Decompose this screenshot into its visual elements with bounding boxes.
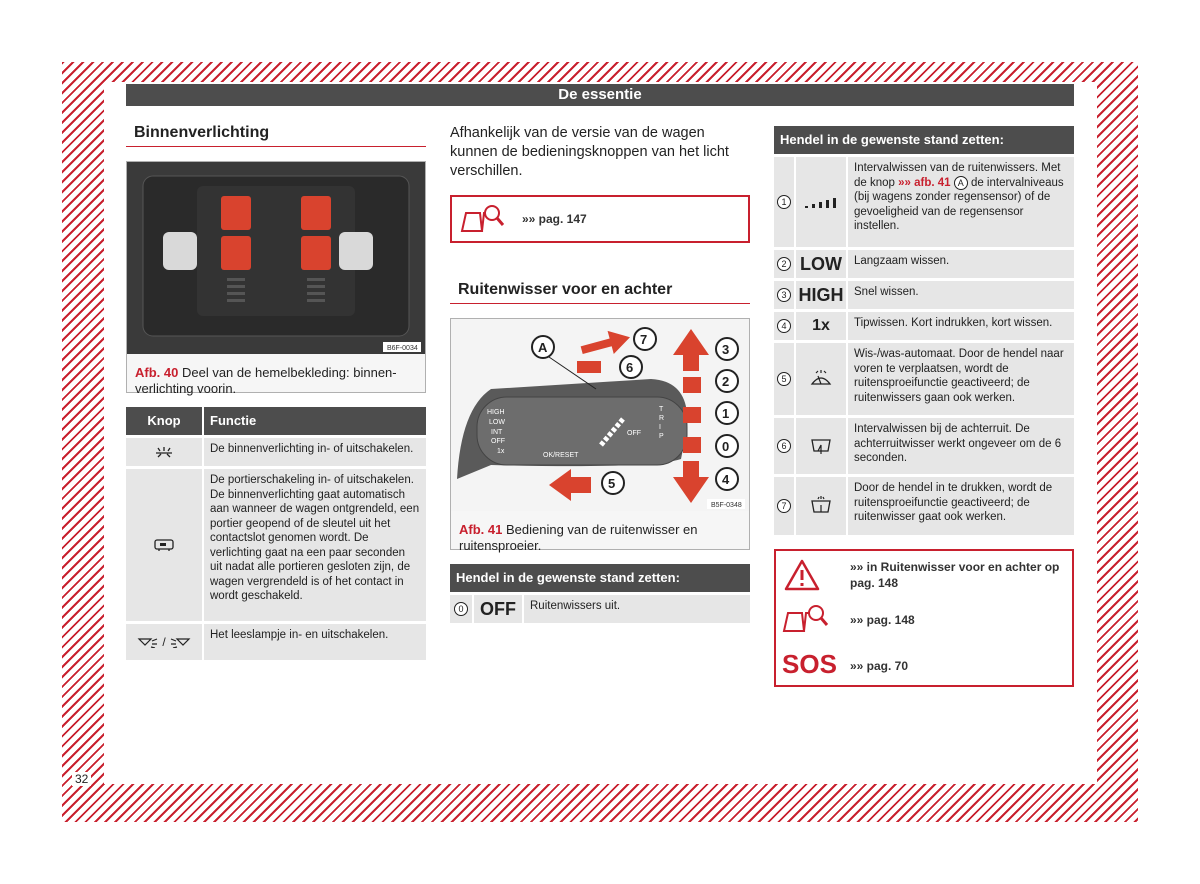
svg-text:1x: 1x bbox=[497, 448, 505, 455]
svg-text:HIGH: HIGH bbox=[487, 409, 505, 416]
row-text: Langzaam wissen. bbox=[848, 250, 1074, 278]
ref-page-148[interactable]: »» pag. 148 bbox=[850, 613, 915, 627]
interior-light-table bbox=[126, 407, 426, 660]
svg-text:2: 2 bbox=[722, 374, 730, 389]
svg-text:INT: INT bbox=[491, 429, 503, 436]
intro-text: Afhankelijk van de versie van de wagen kunnen de bedieningsknoppen van het licht verschillen. bbox=[450, 125, 729, 179]
table-row: 2 LOW Langzaam wissen. bbox=[774, 250, 1074, 278]
figure-41-caption: Afb. 41 Bediening van de ruitenwisser en ruitensproeier. bbox=[459, 522, 698, 553]
position-number: 0 bbox=[454, 602, 468, 616]
svg-text:5: 5 bbox=[608, 476, 616, 491]
table-row bbox=[126, 469, 426, 621]
book-magnifier-icon bbox=[460, 203, 506, 235]
fig-41-code: B5F-0348 bbox=[711, 502, 742, 509]
svg-text:R: R bbox=[659, 415, 665, 422]
reading-lamp-icon bbox=[126, 624, 202, 660]
wiper-stalk-image bbox=[451, 319, 749, 511]
overhead-console-image bbox=[127, 162, 425, 354]
book-magnifier-icon bbox=[782, 603, 832, 635]
left-column bbox=[126, 124, 426, 660]
one-x-symbol: 1x bbox=[796, 312, 846, 340]
figure-40 bbox=[126, 161, 426, 396]
ref-page-70[interactable]: »» pag. 70 bbox=[850, 659, 909, 673]
wiper-table-title-left: Hendel in de gewenste stand zetten: bbox=[450, 564, 750, 592]
svg-text:OFF: OFF bbox=[627, 430, 641, 437]
svg-text:A: A bbox=[538, 340, 548, 355]
svg-text:4: 4 bbox=[722, 472, 730, 487]
low-symbol: LOW bbox=[796, 250, 846, 278]
row-text: Tipwissen. Kort indrukken, kort wissen. bbox=[848, 312, 1074, 340]
table-row bbox=[126, 624, 426, 660]
svg-text:I: I bbox=[659, 424, 661, 431]
middle-column bbox=[450, 124, 750, 623]
svg-text:LOW: LOW bbox=[489, 419, 505, 426]
sos-icon: SOS bbox=[782, 649, 837, 679]
row-text: Intervalwissen bij de achterruit. De achterruitwisser werkt ongeveer om de 6 seconden. bbox=[848, 418, 1074, 474]
table-row bbox=[126, 438, 426, 466]
ref-warning-148[interactable]: »» in Ruitenwisser voor en achter op pag. 148 bbox=[850, 560, 1060, 590]
off-symbol: OFF bbox=[474, 595, 522, 623]
table-row: 6 Intervalwissen bij de achterruit. De achterruitwisser werkt ongeveer om de 6 seconden. bbox=[774, 418, 1074, 474]
table-row bbox=[450, 595, 750, 623]
figure-41 bbox=[450, 318, 750, 553]
row-text: Intervalwissen van de ruitenwissers. Met de knop »» afb. 41 A de intervalniveaus (bij wagens zonder regensensor) of de gevoeligheid van de regensensor instellen. bbox=[848, 157, 1074, 247]
page-header: De essentie bbox=[126, 84, 1074, 106]
row-text: Wis-/was-automaat. Door de hendel naar voren te verplaatsen, wordt de ruitensproeifunctie geactiveerd; de ruitenwissers gaan ook werken. bbox=[848, 343, 1074, 415]
table-row: 5 Wis-/was-automaat. Door de hendel naar voren te verplaatsen, wordt de ruitensproeifunctie geactiveerd; de ruitenwissers gaan ook werken. bbox=[774, 343, 1074, 415]
row-text: De binnenverlichting in- of uitschakelen. bbox=[204, 438, 426, 466]
section-title-interior-light: Binnenverlichting bbox=[126, 124, 426, 147]
svg-text:3: 3 bbox=[722, 342, 730, 357]
table-row: 7 Door de hendel in te drukken, wordt de ruitensproeifunctie geactiveerd; de ruitenwisser gaat ook werken. bbox=[774, 477, 1074, 535]
svg-text:P: P bbox=[659, 433, 664, 440]
interval-bars-icon bbox=[796, 157, 846, 247]
ref-page-147[interactable]: »» pag. 147 bbox=[522, 212, 587, 226]
svg-text:1: 1 bbox=[722, 406, 730, 421]
right-column bbox=[774, 126, 1074, 687]
col-header-knop: Knop bbox=[147, 413, 181, 428]
warning-reference-box bbox=[774, 549, 1074, 687]
svg-text:OK/RESET: OK/RESET bbox=[543, 452, 579, 459]
table-row: 3 HIGH Snel wissen. bbox=[774, 281, 1074, 309]
svg-text:T: T bbox=[659, 406, 664, 413]
figure-40-caption: Afb. 40 Deel van de hemelbekleding: binnen-verlichting voorin. bbox=[135, 365, 397, 396]
svg-text:7: 7 bbox=[640, 332, 648, 347]
fig-40-code: B6F-0034 bbox=[387, 345, 418, 352]
icon-separator: / bbox=[162, 635, 166, 649]
row-text: De portierschakeling in- of uitschakelen. De binnenverlichting gaat automatisch aan wanneer de wagen ontgrendeld, een portier geopend of de sleutel uit het contactslot genomen wordt. De verlichting gaat na een paar seconden uit nadat alle portieren gesloten zijn, de wagen vergrendeld is of het contact in wordt geschakeld. bbox=[204, 469, 426, 621]
row-text: Ruitenwissers uit. bbox=[524, 595, 750, 623]
svg-text:6: 6 bbox=[626, 360, 634, 375]
row-text: Door de hendel in te drukken, wordt de ruitensproeifunctie geactiveerd; de ruitenwisser gaat ook werken. bbox=[848, 477, 1074, 535]
warning-triangle-icon bbox=[784, 559, 820, 591]
reference-box bbox=[450, 195, 750, 243]
interior-light-icon bbox=[126, 438, 202, 466]
row-text: Snel wissen. bbox=[848, 281, 1074, 309]
high-symbol: HIGH bbox=[796, 281, 846, 309]
ref-fig-41[interactable]: »» afb. 41 bbox=[898, 176, 951, 189]
page-number: 32 bbox=[72, 772, 91, 786]
table-row: 4 1x Tipwissen. Kort indrukken, kort wissen. bbox=[774, 312, 1074, 340]
wash-wipe-icon bbox=[796, 343, 846, 415]
wiper-table-title-right: Hendel in de gewenste stand zetten: bbox=[774, 126, 1074, 154]
svg-text:0: 0 bbox=[722, 439, 730, 454]
table-row: 1 Intervalwissen van de ruitenwissers. Met de knop »» afb. 41 A de intervalniveaus (bij wagens zonder regensensor) of de gevoeligheid van de regensensor instellen. bbox=[774, 157, 1074, 247]
door-contact-icon bbox=[126, 469, 202, 621]
section-title-wiper: Ruitenwisser voor en achter bbox=[450, 281, 750, 304]
svg-text:OFF: OFF bbox=[491, 438, 505, 445]
row-text: Het leeslampje in- en uitschakelen. bbox=[204, 624, 426, 660]
rear-wash-icon bbox=[796, 477, 846, 535]
rear-wiper-icon bbox=[796, 418, 846, 474]
col-header-functie: Functie bbox=[202, 407, 426, 435]
